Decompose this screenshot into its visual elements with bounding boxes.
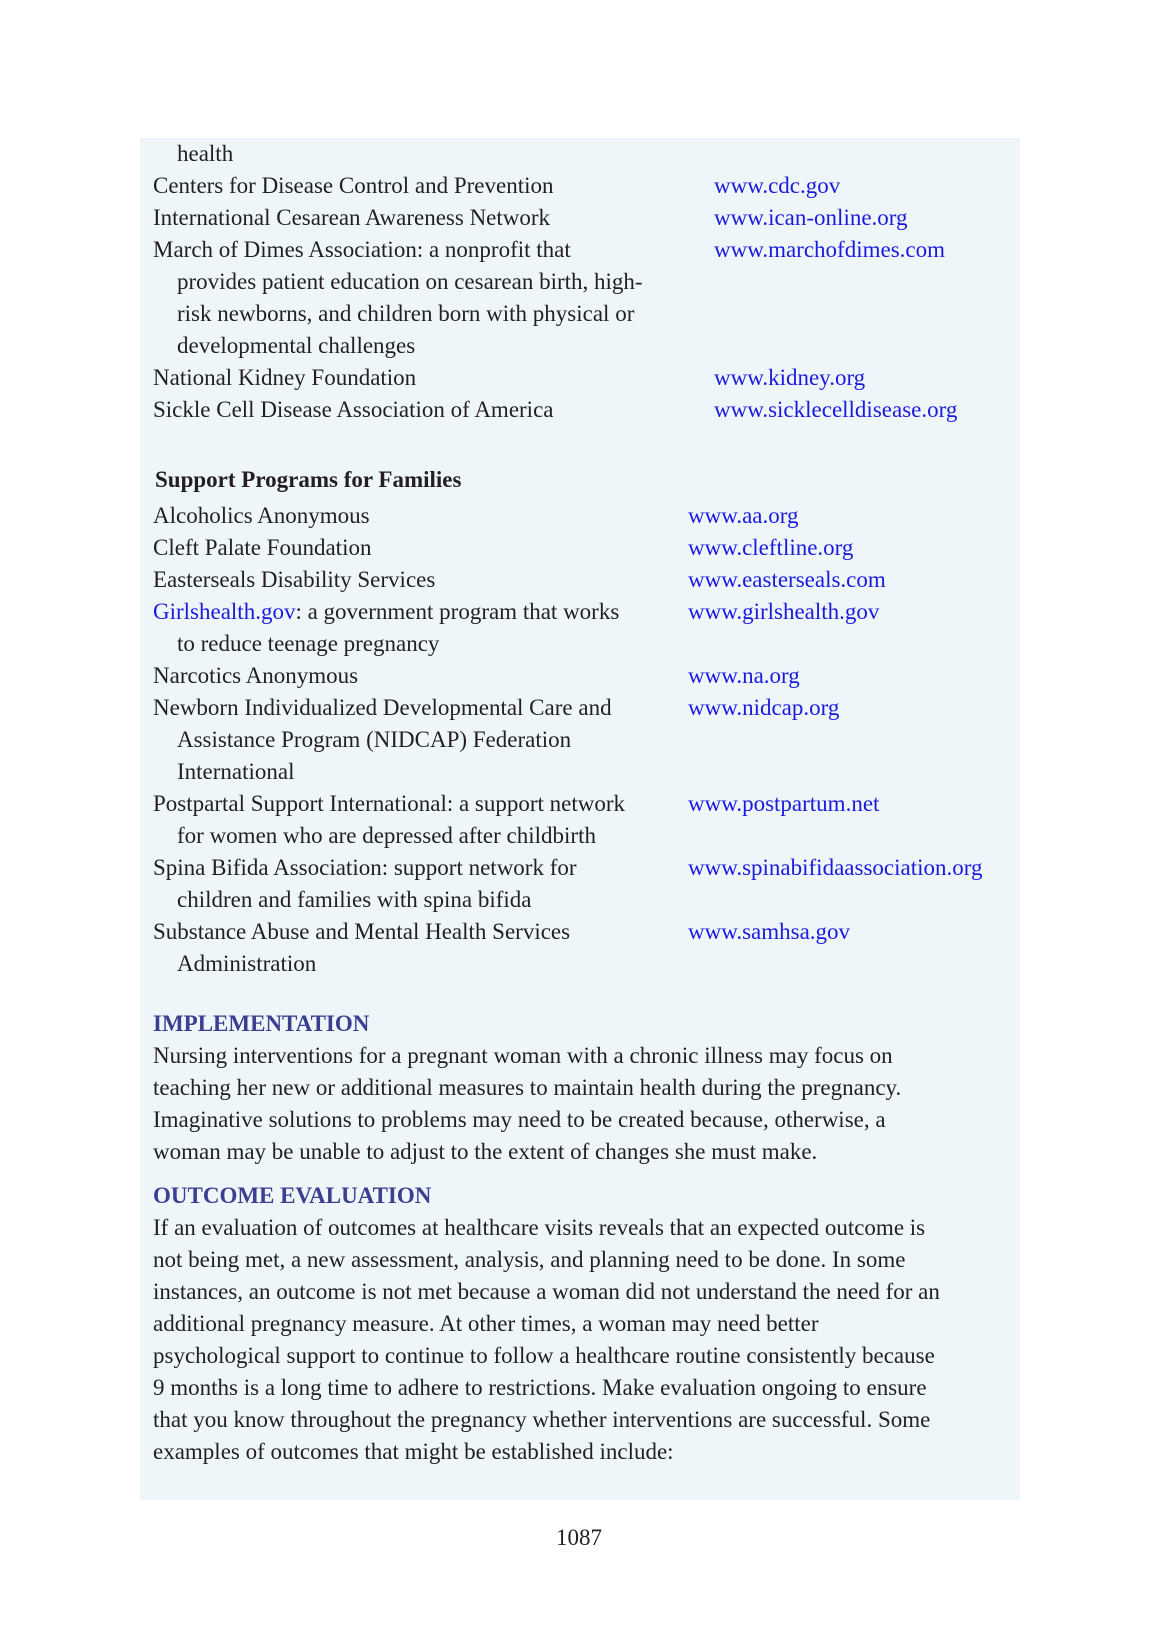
resource-link[interactable]: www.cdc.gov (714, 173, 841, 198)
girlshealth-link[interactable]: Girlshealth.gov (153, 599, 296, 624)
support-name-rest: : a government program that works (295, 599, 620, 624)
resource-name: risk newborns, and children born with physical or (177, 301, 635, 326)
resource-name: National Kidney Foundation (153, 365, 417, 390)
support-name: Easterseals Disability Services (153, 567, 436, 592)
support-link[interactable]: www.nidcap.org (688, 695, 840, 720)
support-name: Assistance Program (NIDCAP) Federation (177, 727, 572, 752)
resource-link[interactable]: www.kidney.org (714, 365, 866, 390)
support-name: Postpartal Support International: a support network (153, 791, 626, 816)
implementation-body (153, 1040, 1013, 1168)
paragraph-line: Imaginative solutions to problems may need to be created because, otherwise, a (153, 1107, 886, 1132)
support-link[interactable]: www.na.org (688, 663, 800, 688)
paragraph-line: Nursing interventions for a pregnant woman with a chronic illness may focus on (153, 1043, 893, 1068)
outcome-heading: OUTCOME EVALUATION (153, 1183, 432, 1208)
page-number: 1087 (556, 1525, 602, 1550)
paragraph-line: teaching her new or additional measures to maintain health during the pregnancy. (153, 1075, 902, 1100)
resource-name: International Cesarean Awareness Network (153, 205, 551, 230)
support-heading: Support Programs for Families (155, 467, 462, 492)
paragraph-line: not being met, a new assessment, analysis, and planning need to be done. In some (153, 1247, 906, 1272)
outcome-body (153, 1212, 1013, 1468)
resource-name: March of Dimes Association: a nonprofit that (153, 237, 571, 262)
support-name: Alcoholics Anonymous (153, 503, 370, 528)
support-name: Newborn Individualized Developmental Care and (153, 695, 612, 720)
paragraph-line: that you know throughout the pregnancy whether interventions are successful. Some (153, 1407, 931, 1432)
support-link[interactable]: www.easterseals.com (688, 567, 886, 592)
paragraph-line: examples of outcomes that might be established include: (153, 1439, 674, 1464)
resource-link[interactable]: www.ican-online.org (714, 205, 908, 230)
support-name: children and families with spina bifida (177, 887, 532, 912)
support-name: Cleft Palate Foundation (153, 535, 372, 560)
support-name (153, 596, 619, 628)
support-name: for women who are depressed after childbirth (177, 823, 596, 848)
implementation-heading: IMPLEMENTATION (153, 1011, 370, 1036)
paragraph-line: 9 months is a long time to adhere to restrictions. Make evaluation ongoing to ensure (153, 1375, 927, 1400)
resource-link[interactable]: www.marchofdimes.com (714, 237, 945, 262)
paragraph-line: psychological support to continue to follow a healthcare routine consistently because (153, 1343, 935, 1368)
support-link[interactable]: www.samhsa.gov (688, 919, 851, 944)
support-name: International (177, 759, 295, 784)
support-link[interactable]: www.girlshealth.gov (688, 599, 880, 624)
resource-name: Sickle Cell Disease Association of America (153, 397, 554, 422)
support-link[interactable]: www.aa.org (688, 503, 799, 528)
resource-link[interactable]: www.sicklecelldisease.org (714, 397, 958, 422)
paragraph-line: If an evaluation of outcomes at healthcare visits reveals that an expected outcome is (153, 1215, 926, 1240)
support-link[interactable]: www.cleftline.org (688, 535, 854, 560)
support-name: Spina Bifida Association: support network for (153, 855, 577, 880)
paragraph-line: additional pregnancy measure. At other times, a woman may need better (153, 1311, 819, 1336)
paragraph-line: woman may be unable to adjust to the extent of changes she must make. (153, 1139, 818, 1164)
support-name: Substance Abuse and Mental Health Services (153, 919, 571, 944)
support-link[interactable]: www.postpartum.net (688, 791, 880, 816)
resource-name: provides patient education on cesarean birth, high- (177, 269, 643, 294)
support-name: Administration (177, 951, 317, 976)
resource-name: developmental challenges (177, 333, 416, 358)
paragraph-line: instances, an outcome is not met because a woman did not understand the need for an (153, 1279, 940, 1304)
support-name: to reduce teenage pregnancy (177, 631, 440, 656)
continued-text: health (177, 141, 234, 166)
support-link[interactable]: www.spinabifidaassociation.org (688, 855, 983, 880)
support-name: Narcotics Anonymous (153, 663, 359, 688)
resource-name: Centers for Disease Control and Prevention (153, 173, 554, 198)
